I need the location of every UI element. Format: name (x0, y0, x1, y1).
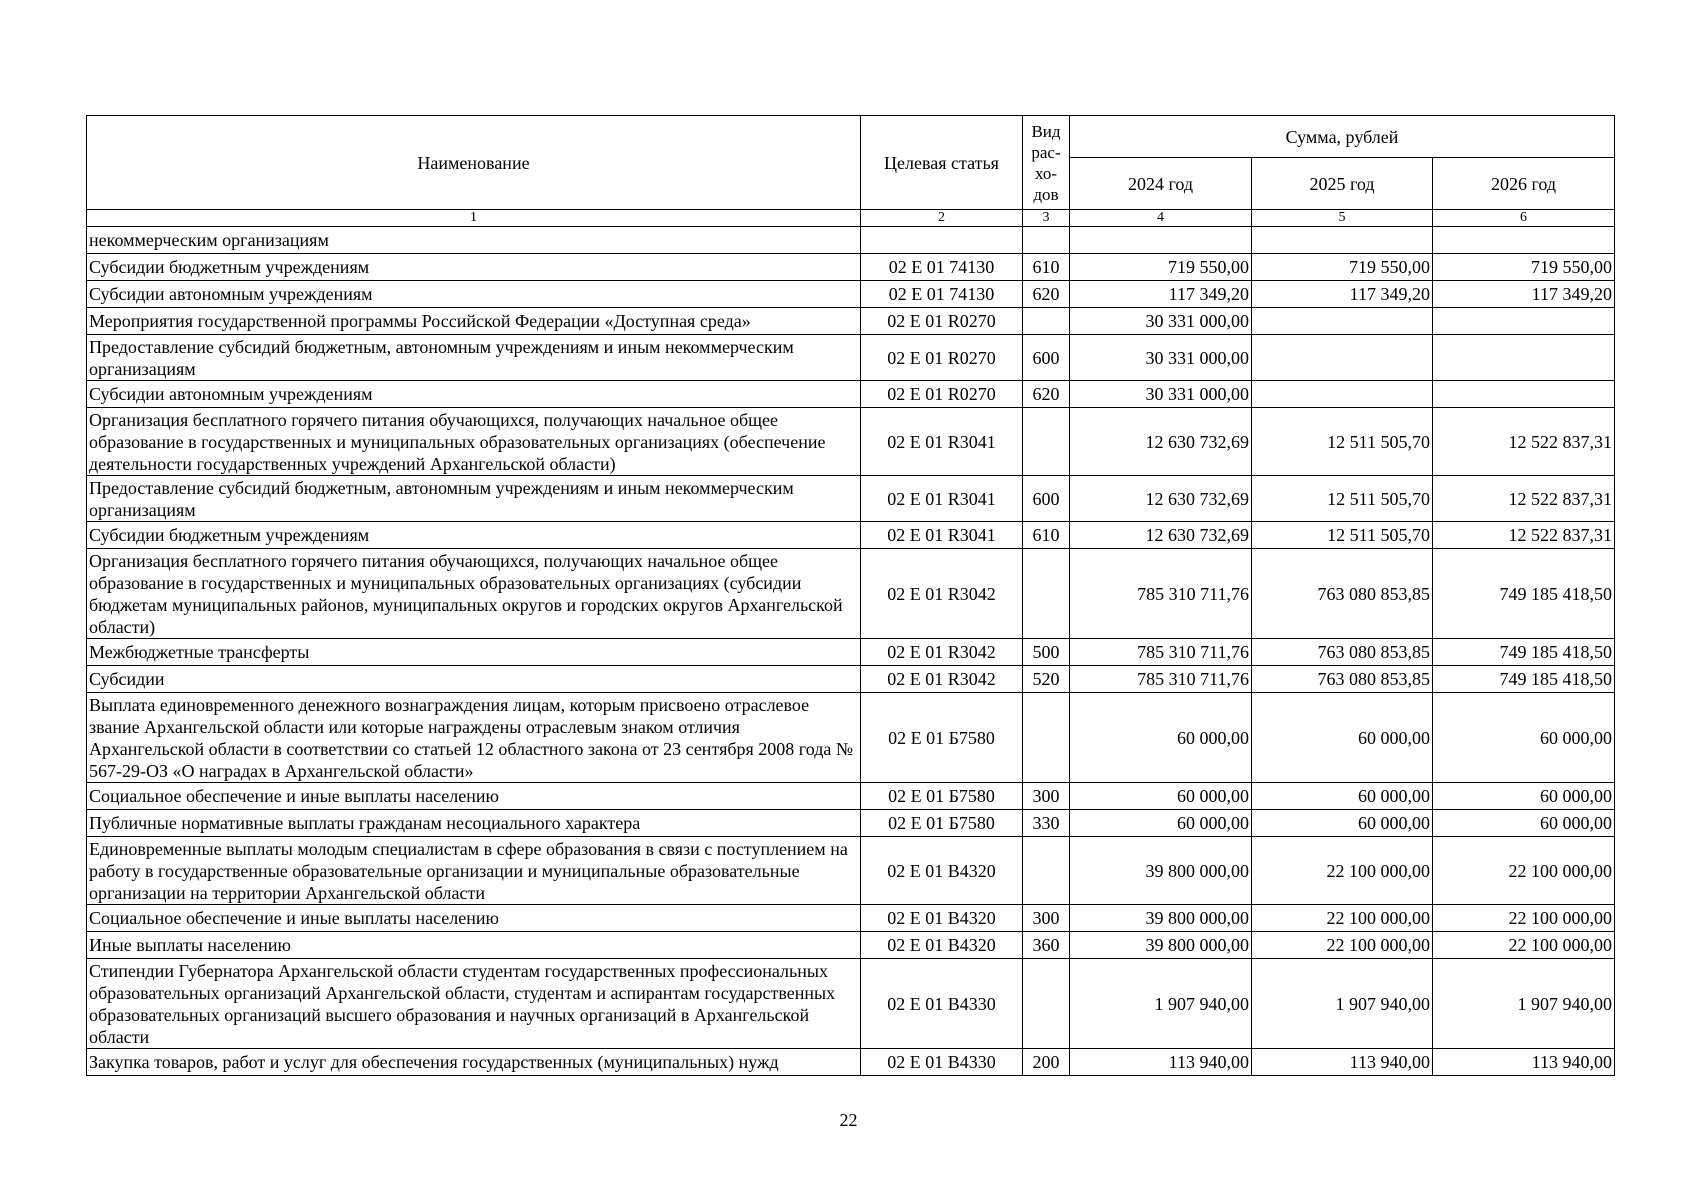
row-name: Субсидии бюджетным учреждениям (87, 522, 861, 549)
row-amount-2025: 22 100 000,00 (1252, 932, 1433, 959)
table-row (87, 281, 1615, 308)
index-cell: 4 (1070, 210, 1252, 227)
row-amount-2024: 39 800 000,00 (1070, 932, 1252, 959)
row-name: Субсидии автономным учреждениям (87, 281, 861, 308)
row-amount-2025: 719 550,00 (1252, 254, 1433, 281)
row-code (861, 227, 1023, 254)
table-row (87, 693, 1615, 783)
row-amount-2026: 749 185 418,50 (1433, 549, 1615, 639)
header-2025: 2025 год (1252, 158, 1433, 210)
row-name: Закупка товаров, работ и услуг для обеспечения государственных (муниципальных) нужд (87, 1049, 861, 1076)
row-name: Иные выплаты населению (87, 932, 861, 959)
row-name: Субсидии (87, 666, 861, 693)
table-row (87, 227, 1615, 254)
row-amount-2024: 60 000,00 (1070, 810, 1252, 837)
index-cell: 2 (861, 210, 1023, 227)
row-amount-2024: 12 630 732,69 (1070, 522, 1252, 549)
row-expense-type: 330 (1023, 810, 1070, 837)
table-row (87, 549, 1615, 639)
row-amount-2024: 12 630 732,69 (1070, 476, 1252, 522)
row-code: 02 Е 01 В4330 (861, 959, 1023, 1049)
row-amount-2026: 12 522 837,31 (1433, 408, 1615, 476)
header-name: Наименование (87, 116, 861, 210)
row-amount-2025: 60 000,00 (1252, 810, 1433, 837)
row-name: Предоставление субсидий бюджетным, автономным учреждениям и иным некоммерческим организациям (87, 335, 861, 381)
page-number: 22 (839, 1110, 858, 1130)
table-row (87, 1049, 1615, 1076)
row-amount-2025: 22 100 000,00 (1252, 837, 1433, 905)
row-amount-2026 (1433, 227, 1615, 254)
row-amount-2025 (1252, 308, 1433, 335)
row-name: Предоставление субсидий бюджетным, автономным учреждениям и иным некоммерческим организациям (87, 476, 861, 522)
row-name: Социальное обеспечение и иные выплаты населению (87, 905, 861, 932)
table-row (87, 666, 1615, 693)
row-amount-2024: 117 349,20 (1070, 281, 1252, 308)
row-expense-type: 620 (1023, 381, 1070, 408)
row-amount-2025: 763 080 853,85 (1252, 666, 1433, 693)
table-row (87, 381, 1615, 408)
row-code: 02 Е 01 R3042 (861, 639, 1023, 666)
header-type: Вид рас- хо- дов (1023, 116, 1070, 210)
table-body (87, 227, 1615, 1076)
row-code: 02 Е 01 74130 (861, 254, 1023, 281)
row-amount-2025: 763 080 853,85 (1252, 549, 1433, 639)
row-amount-2025 (1252, 227, 1433, 254)
row-code: 02 Е 01 R3041 (861, 476, 1023, 522)
row-code: 02 Е 01 R0270 (861, 308, 1023, 335)
row-amount-2025: 12 511 505,70 (1252, 522, 1433, 549)
row-expense-type: 200 (1023, 1049, 1070, 1076)
row-amount-2026: 749 185 418,50 (1433, 639, 1615, 666)
row-amount-2025: 1 907 940,00 (1252, 959, 1433, 1049)
row-amount-2025: 22 100 000,00 (1252, 905, 1433, 932)
row-amount-2025: 60 000,00 (1252, 783, 1433, 810)
row-amount-2026: 749 185 418,50 (1433, 666, 1615, 693)
index-cell: 1 (87, 210, 861, 227)
row-amount-2025: 113 940,00 (1252, 1049, 1433, 1076)
row-amount-2025 (1252, 381, 1433, 408)
row-name: Публичные нормативные выплаты гражданам несоциального характера (87, 810, 861, 837)
row-amount-2024: 39 800 000,00 (1070, 905, 1252, 932)
row-amount-2025: 117 349,20 (1252, 281, 1433, 308)
row-name: Субсидии бюджетным учреждениям (87, 254, 861, 281)
row-name: Межбюджетные трансферты (87, 639, 861, 666)
row-name: Стипендии Губернатора Архангельской области студентам государственных профессиональных образовательных организаций Архангельской области, студентам и аспирантам государственных образовательных организаций высшего образования и научных организаций в Архангельской области (87, 959, 861, 1049)
row-amount-2025: 763 080 853,85 (1252, 639, 1433, 666)
row-amount-2024: 30 331 000,00 (1070, 308, 1252, 335)
row-name: Выплата единовременного денежного вознаграждения лицам, которым присвоено отраслевое звание Архангельской области или которые награждены отраслевым знаком отличия Архангельской области в соответствии со статьей 12 областного закона от 23 сентября 2008 года № 567-29-ОЗ «О наградах в Архангельской области» (87, 693, 861, 783)
row-amount-2026: 60 000,00 (1433, 783, 1615, 810)
row-code: 02 Е 01 Б7580 (861, 783, 1023, 810)
row-name: Единовременные выплаты молодым специалистам в сфере образования в связи с поступлением на работу в государственные образовательные организации и муниципальные образовательные организации на территории Архангельской области (87, 837, 861, 905)
row-amount-2024: 12 630 732,69 (1070, 408, 1252, 476)
row-code: 02 Е 01 В4330 (861, 1049, 1023, 1076)
row-amount-2026: 60 000,00 (1433, 810, 1615, 837)
table-row (87, 837, 1615, 905)
table-row (87, 308, 1615, 335)
row-amount-2024: 1 907 940,00 (1070, 959, 1252, 1049)
row-expense-type (1023, 693, 1070, 783)
index-cell: 3 (1023, 210, 1070, 227)
table-row (87, 639, 1615, 666)
table-row (87, 476, 1615, 522)
table-row (87, 254, 1615, 281)
row-expense-type (1023, 549, 1070, 639)
row-name: Организация бесплатного горячего питания обучающихся, получающих начальное общее образование в государственных и муниципальных образовательных организациях (субсидии бюджетам муниципальных районов, муниципальных округов и городских округов Архангельской области) (87, 549, 861, 639)
row-code: 02 Е 01 В4320 (861, 837, 1023, 905)
row-expense-type (1023, 837, 1070, 905)
row-amount-2025: 12 511 505,70 (1252, 476, 1433, 522)
row-code: 02 Е 01 R3042 (861, 549, 1023, 639)
row-code: 02 Е 01 Б7580 (861, 693, 1023, 783)
row-name: Мероприятия государственной программы Российской Федерации «Доступная среда» (87, 308, 861, 335)
row-amount-2026: 117 349,20 (1433, 281, 1615, 308)
budget-table-page (86, 115, 1614, 1076)
row-amount-2026: 1 907 940,00 (1433, 959, 1615, 1049)
row-amount-2024 (1070, 227, 1252, 254)
row-amount-2025 (1252, 335, 1433, 381)
row-code: 02 Е 01 В4320 (861, 932, 1023, 959)
table-header (87, 116, 1615, 227)
row-amount-2024: 39 800 000,00 (1070, 837, 1252, 905)
row-amount-2026: 113 940,00 (1433, 1049, 1615, 1076)
row-amount-2026: 22 100 000,00 (1433, 932, 1615, 959)
table-row (87, 783, 1615, 810)
table-row (87, 932, 1615, 959)
row-amount-2026: 719 550,00 (1433, 254, 1615, 281)
row-amount-2026: 60 000,00 (1433, 693, 1615, 783)
row-expense-type: 360 (1023, 932, 1070, 959)
row-amount-2026 (1433, 308, 1615, 335)
budget-table (86, 115, 1615, 1076)
row-name: Социальное обеспечение и иные выплаты населению (87, 783, 861, 810)
row-name: Организация бесплатного горячего питания обучающихся, получающих начальное общее образование в государственных и муниципальных образовательных организациях (обеспечение деятельности государственных учреждений Архангельской области) (87, 408, 861, 476)
row-amount-2026 (1433, 335, 1615, 381)
row-expense-type (1023, 408, 1070, 476)
table-row (87, 408, 1615, 476)
row-name: Субсидии автономным учреждениям (87, 381, 861, 408)
header-code: Целевая статья (861, 116, 1023, 210)
row-amount-2025: 60 000,00 (1252, 693, 1433, 783)
row-amount-2026: 12 522 837,31 (1433, 522, 1615, 549)
row-amount-2026: 12 522 837,31 (1433, 476, 1615, 522)
row-amount-2024: 30 331 000,00 (1070, 381, 1252, 408)
row-code: 02 Е 01 R3041 (861, 408, 1023, 476)
row-expense-type: 610 (1023, 522, 1070, 549)
row-code: 02 Е 01 R0270 (861, 381, 1023, 408)
row-code: 02 Е 01 R3042 (861, 666, 1023, 693)
table-row (87, 810, 1615, 837)
row-expense-type (1023, 959, 1070, 1049)
row-expense-type (1023, 227, 1070, 254)
table-row (87, 959, 1615, 1049)
row-amount-2024: 785 310 711,76 (1070, 666, 1252, 693)
row-amount-2026: 22 100 000,00 (1433, 837, 1615, 905)
row-expense-type: 300 (1023, 783, 1070, 810)
row-expense-type: 500 (1023, 639, 1070, 666)
row-amount-2024: 719 550,00 (1070, 254, 1252, 281)
row-amount-2026 (1433, 381, 1615, 408)
row-amount-2024: 60 000,00 (1070, 783, 1252, 810)
table-row (87, 522, 1615, 549)
row-amount-2024: 785 310 711,76 (1070, 639, 1252, 666)
row-amount-2024: 113 940,00 (1070, 1049, 1252, 1076)
row-expense-type: 600 (1023, 476, 1070, 522)
row-name: некоммерческим организациям (87, 227, 861, 254)
row-expense-type: 520 (1023, 666, 1070, 693)
row-code: 02 Е 01 Б7580 (861, 810, 1023, 837)
row-expense-type: 610 (1023, 254, 1070, 281)
table-row (87, 905, 1615, 932)
index-cell: 6 (1433, 210, 1615, 227)
header-2024: 2024 год (1070, 158, 1252, 210)
row-code: 02 Е 01 74130 (861, 281, 1023, 308)
row-amount-2024: 30 331 000,00 (1070, 335, 1252, 381)
header-sum: Сумма, рублей (1070, 116, 1615, 158)
row-code: 02 Е 01 R3041 (861, 522, 1023, 549)
row-amount-2025: 12 511 505,70 (1252, 408, 1433, 476)
row-expense-type: 600 (1023, 335, 1070, 381)
row-expense-type: 620 (1023, 281, 1070, 308)
row-expense-type: 300 (1023, 905, 1070, 932)
table-row (87, 335, 1615, 381)
header-index-row (87, 210, 1615, 227)
header-2026: 2026 год (1433, 158, 1615, 210)
row-amount-2024: 60 000,00 (1070, 693, 1252, 783)
row-expense-type (1023, 308, 1070, 335)
row-code: 02 Е 01 R0270 (861, 335, 1023, 381)
row-amount-2024: 785 310 711,76 (1070, 549, 1252, 639)
row-amount-2026: 22 100 000,00 (1433, 905, 1615, 932)
index-cell: 5 (1252, 210, 1433, 227)
row-code: 02 Е 01 В4320 (861, 905, 1023, 932)
